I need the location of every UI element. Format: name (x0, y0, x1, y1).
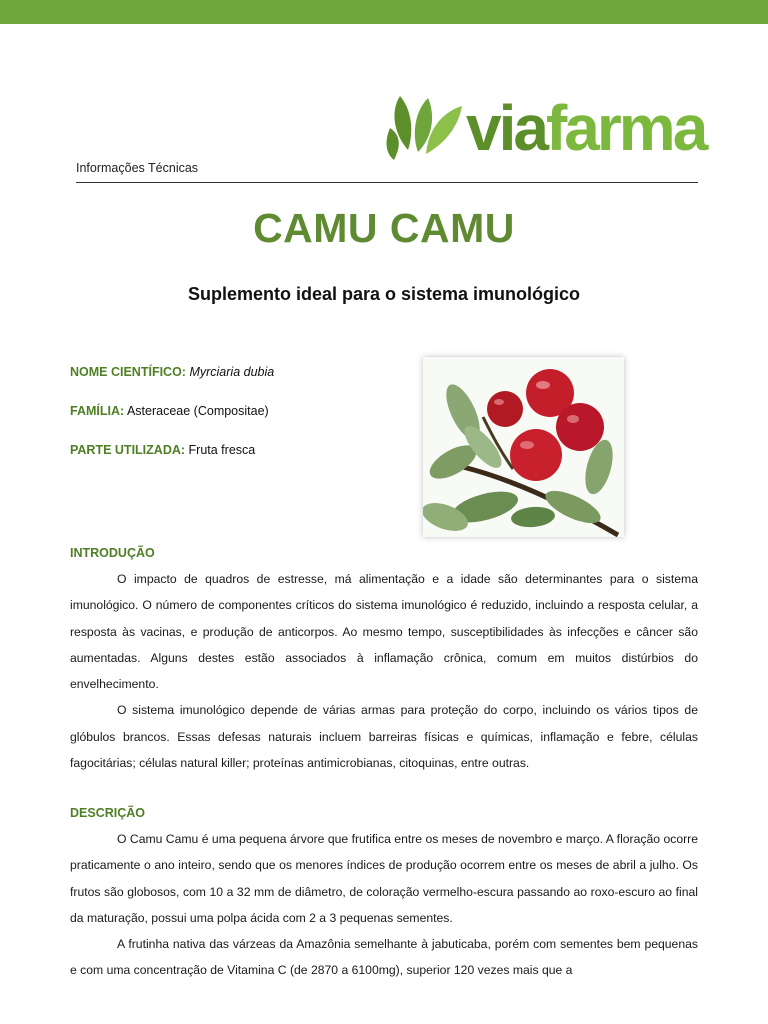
scientific-name-value: Myrciaria dubia (189, 365, 275, 379)
header-divider (76, 182, 698, 183)
scientific-name-label: NOME CIENTÍFICO: (70, 365, 186, 379)
viafarma-logo (380, 92, 706, 164)
family-label: FAMÍLIA: (70, 404, 125, 418)
page-title: CAMU CAMU (253, 205, 515, 251)
section-label: Informações Técnicas (76, 161, 199, 175)
description-paragraph-1: O Camu Camu é uma pequena árvore que frutifica entre os meses de novembro e março. A floração ocorre praticamente o ano inteiro, sendo que os menores índices de produção ocorrem entre os meses de abril a julho. Os frutos são globosos, com 10 a 32 mm de diâmetro, de coloração vermelho-escura passando ao roxo-escuro ao final da maturação, possui uma polpa ácida com 2 a 3 pequenas sementes. (70, 832, 698, 925)
leaf-logo-icon (380, 92, 468, 164)
logo-farma: farma (545, 92, 706, 164)
description-paragraph-2: A frutinha nativa das várzeas da Amazônia semelhante à jabuticaba, porém com sementes bem pequenas e com uma concentração de Vitamina C (de 2870 a 6100mg), superior 120 vezes mais que a (70, 937, 698, 978)
camu-camu-fruit-image (423, 357, 624, 537)
top-accent-bar (0, 0, 768, 24)
description-body (70, 826, 698, 984)
part-used-value: Fruta fresca (188, 443, 256, 457)
family-row (70, 404, 269, 418)
part-used-label: PARTE UTILIZADA: (70, 443, 186, 457)
family-value: Asteraceae (Compositae) (126, 404, 269, 418)
scientific-name-row (70, 365, 274, 379)
logo-wordmark (466, 92, 706, 164)
logo-via: via (466, 92, 546, 164)
intro-paragraph-1: O impacto de quadros de estresse, má alimentação e a idade são determinantes para o sistema imunológico. O número de componentes críticos do sistema imunológico é reduzido, incluindo a resposta celular, a resposta às vacinas, e produção de anticorpos. Ao mesmo tempo, susceptibilidades às infecções e câncer são aumentadas. Alguns destes estão associados à inflamação crônica, comum em muitos distúrbios do envelhecimento. (70, 572, 698, 692)
part-used-row (70, 443, 255, 457)
page-subtitle: Suplemento ideal para o sistema imunológico (187, 284, 581, 304)
description-heading: DESCRIÇÃO (70, 806, 146, 820)
intro-body (70, 566, 698, 776)
intro-heading: INTRODUÇÃO (70, 546, 155, 560)
intro-paragraph-2: O sistema imunológico depende de várias armas para proteção do corpo, incluindo os vários tipos de glóbulos brancos. Essas defesas naturais incluem barreiras físicas e químicas, inflamação e febre, células fagocitárias; células natural killer; proteínas antimicrobianas, citoquinas, entre outras. (70, 703, 698, 771)
